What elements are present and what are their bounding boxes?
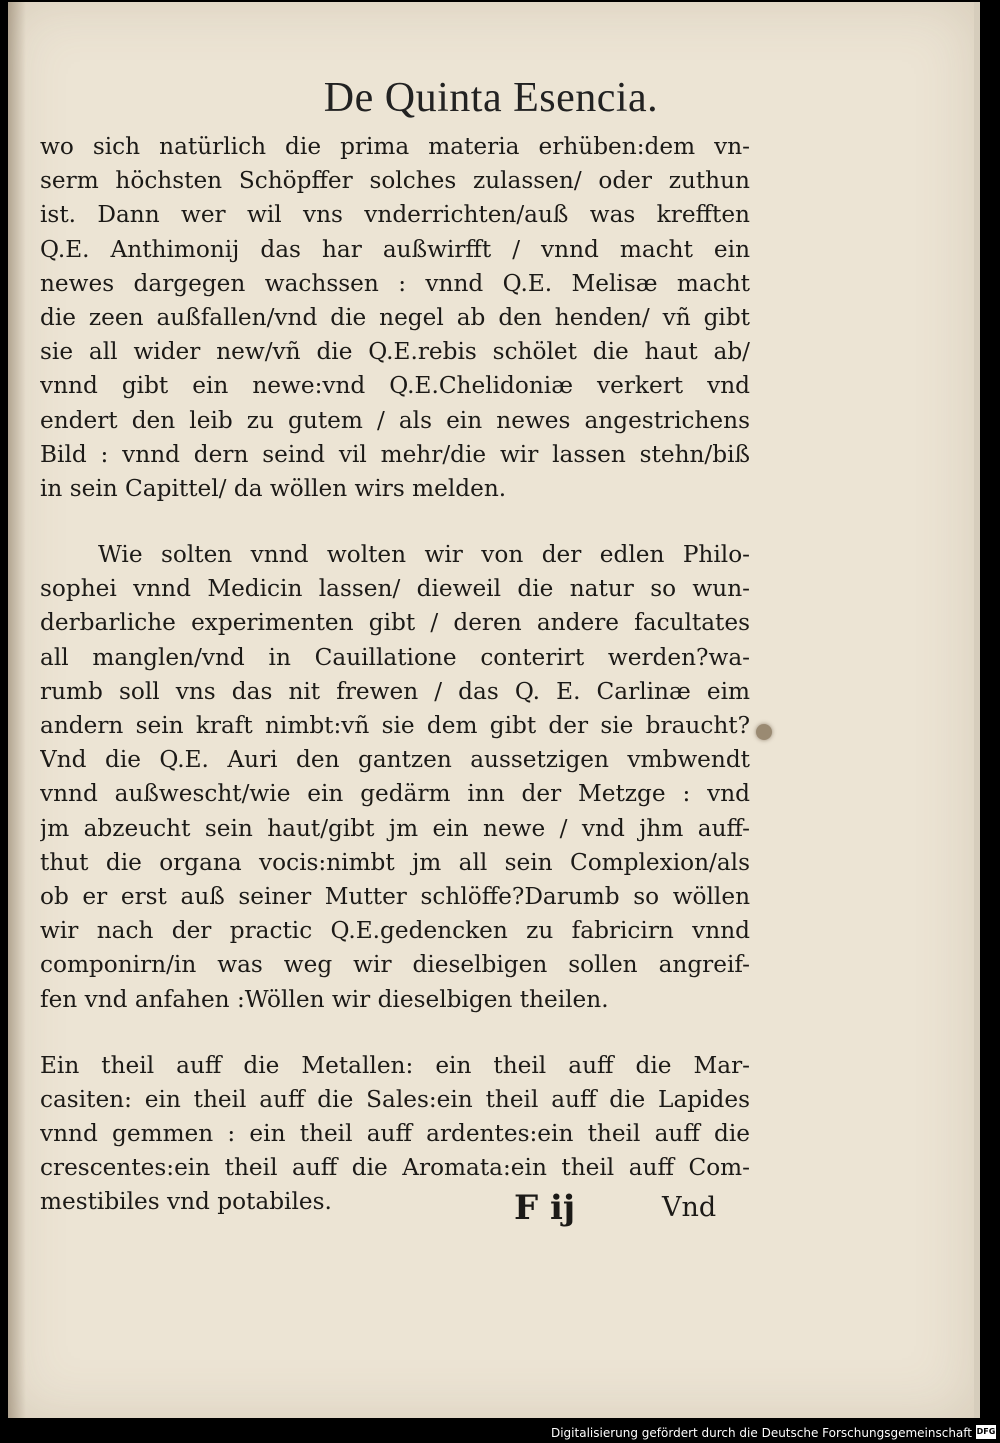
- text-line: Wie solten vnnd wolten wir von der edlen Philo-: [98, 541, 750, 569]
- book-page: [8, 2, 980, 1418]
- text-line: Q.E. Anthimonij das har außwirfft / vnnd macht ein: [40, 235, 750, 263]
- text-line: jm abzeucht sein haut/gibt jm ein newe / vnd jhm auff-: [40, 814, 750, 842]
- text-line: rumb soll vns das nit frewen / das Q. E. Carlinæ eim: [40, 677, 750, 705]
- paragraph-1: [40, 130, 750, 506]
- text-line: andern sein kraft nimbt:vñ sie dem gibt der sie braucht?: [40, 712, 750, 739]
- text-line: wo sich natürlich die prima materia erhüben:dem vn-: [40, 133, 750, 160]
- text-line: vnnd gibt ein newe:vnd Q.E.Chelidoniæ verkert vnd: [40, 372, 750, 400]
- text-line: Bild : vnnd dern seind vil mehr/die wir lassen stehn/biß: [40, 440, 750, 468]
- text-line: thut die organa vocis:nimbt jm all sein Complexion/als: [40, 848, 750, 876]
- text-line: crescentes:ein theil auff die Aromata:ein theil auff Com-: [40, 1154, 750, 1182]
- text-line: die zeen außfallen/vnd die negel ab den henden/ vñ gibt: [40, 303, 750, 331]
- text-line: in sein Capittel/ da wöllen wirs melden.: [40, 474, 507, 502]
- text-line: ob er erst auß seiner Mutter schlöffe?Darumb so wöllen: [40, 882, 750, 910]
- text-line: serm höchsten Schöpffer solches zulassen/ oder zuthun: [40, 167, 750, 195]
- dfg-logo-icon: DFG: [976, 1425, 996, 1439]
- catchword: Vnd: [662, 1192, 717, 1223]
- text-line: Vnd die Q.E. Auri den gantzen aussetzigen vmbwendt: [40, 746, 750, 774]
- signature-mark: F ij: [514, 1188, 576, 1228]
- text-line: casiten: ein theil auff die Sales:ein theil auff die Lapides: [40, 1085, 750, 1113]
- text-line: Ein theil auff die Metallen: ein theil auff die Mar-: [40, 1051, 750, 1079]
- text-line: sie all wider new/vñ die Q.E.rebis schölet die haut ab/: [40, 338, 750, 366]
- binding-hole: [756, 724, 772, 740]
- text-line: sophei vnnd Medicin lassen/ dieweil die natur so wun-: [40, 575, 750, 603]
- text-line: mestibiles vnd potabiles.: [40, 1188, 332, 1216]
- text-block: [40, 130, 750, 1220]
- text-line: vnnd gemmen : ein theil auff ardentes:ein theil auff die: [40, 1120, 750, 1148]
- text-line: ist. Dann wer wil vns vnderrichten/auß was krefften: [40, 201, 750, 229]
- text-line: wir nach der practic Q.E.gedencken zu fabricirn vnnd: [40, 917, 750, 945]
- text-line: derbarliche experimenten gibt / deren andere facultates: [40, 609, 750, 637]
- paragraph-2: [40, 538, 750, 1017]
- text-line: all manglen/vnd in Cauillatione conterirt werden?wa-: [40, 643, 750, 671]
- running-head: De Quinta Esencia.: [323, 75, 659, 121]
- text-line: vnnd außwescht/wie ein gedärm inn der Metzge : vnd: [40, 780, 750, 808]
- page-footer: [8, 1188, 974, 1234]
- text-line: endert den leib zu gutem / als ein newes angestrichens: [40, 406, 750, 434]
- text-line: fen vnd anfahen :Wöllen wir dieselbigen theilen.: [40, 985, 609, 1013]
- funding-credit: Digitalisierung gefördert durch die Deutsche Forschungsgemeinschaft: [550, 1426, 972, 1440]
- text-line: componirn/in was weg wir dieselbigen sollen angreif-: [40, 951, 750, 979]
- text-line: newes dargegen wachssen : vnnd Q.E. Melisæ macht: [40, 269, 750, 297]
- footer-bar: [0, 1419, 1000, 1443]
